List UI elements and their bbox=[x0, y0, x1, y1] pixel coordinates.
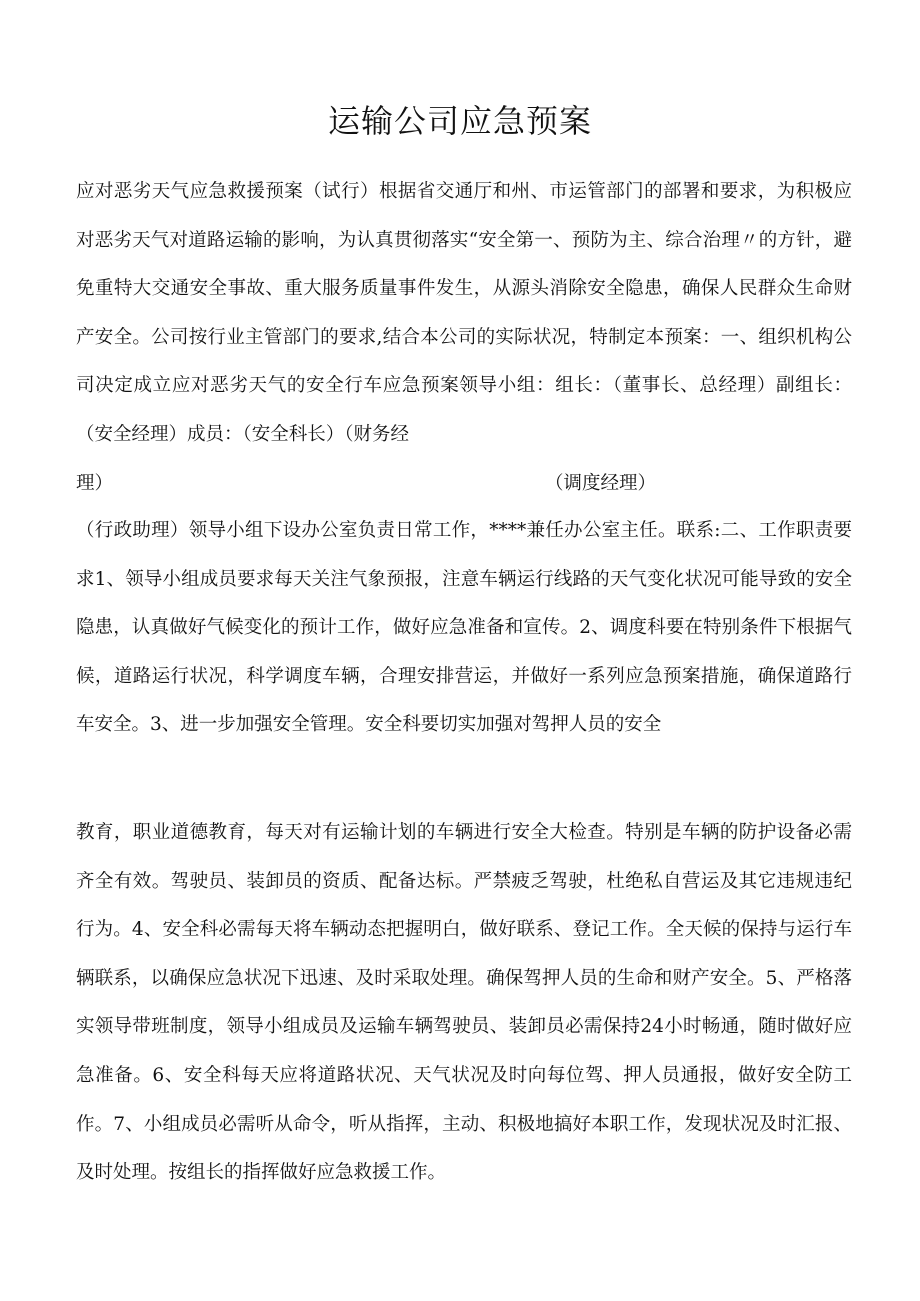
paragraph-1-tail bbox=[76, 460, 852, 509]
paragraph-1 bbox=[76, 168, 852, 508]
paragraph-1-tail-left: 理） bbox=[76, 472, 114, 494]
paragraph-1-text: 应对恶劣天气应急救援预案（试行）根据省交通厅和州、市运管部门的部署和要求，为积极应对恶劣天气对道路运输的影响，为认真贯彻落实“安全第一、预防为主、综合治理〃的方针，避免重特大交通安全事故、重大服务质量事件发生，从源头消除安全隐患，确保人民群众生命财产安全。公司按行业主管部门的要求,结合本公司的实际状况，特制定本预案：一、组织机构公司决定成立应对恶劣天气的安全行车应急预案领导小组：组长：（董事长、总经理）副组长：（安全经理）成员：（安全科长）（财务经 bbox=[76, 181, 852, 445]
paragraph-3: 教育，职业道德教育，每天对有运输计划的车辆进行安全大检查。特别是车辆的防护设备必需齐全有效。驾驶员、装卸员的资质、配备达标。严禁疲乏驾驶，杜绝私自营运及其它违规违纪行为。4、安全科必需每天将车辆动态把握明白，做好联系、登记工作。全天候的保持与运行车辆联系，以确保应急状况下迅速、及时采取处理。确保驾押人员的生命和财产安全。5、严格落实领导带班制度，领导小组成员及运输车辆驾驶员、装卸员必需保持24小时畅通，随时做好应急准备。6、安全科每天应将道路状况、天气状况及时向每位驾、押人员通报，做好安全防工作。7、小组成员必需听从命令，听从指挥，主动、积极地搞好本职工作，发现状况及时汇报、及时处理。按组长的指挥做好应急救援工作。 bbox=[76, 822, 852, 1184]
paragraph-2: （行政助理）领导小组下设办公室负责日常工作，****兼任办公室主任。联系:二、工作职责要求1、领导小组成员要求每天关注气象预报，注意车辆运行线路的天气变化状况可能导致的安全隐患，认真做好气候变化的预计工作，做好应急准备和宣传。2、调度科要在特别条件下根据气候，道路运行状况，科学调度车辆，合理安排营运，并做好一系列应急预案措施，确保道路行车安全。3、进一步加强安全管理。安全科要切实加强对驾押人员的安全 bbox=[76, 520, 852, 736]
document-title: 运输公司应急预案 bbox=[327, 102, 592, 140]
paragraph-1-tail-right: （调度经理） bbox=[544, 472, 656, 494]
